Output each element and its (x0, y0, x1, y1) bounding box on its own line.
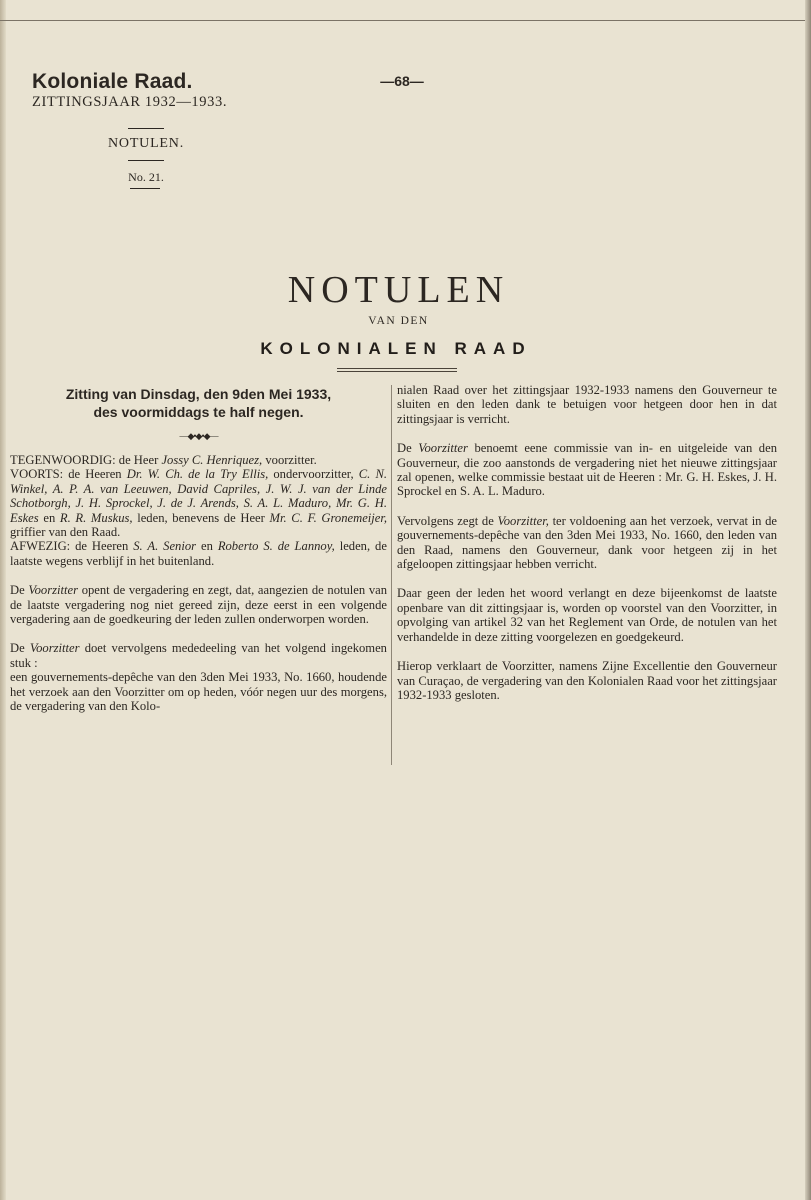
para2-voorzitter: Voorzitter (29, 641, 80, 656)
paragraph-commission (397, 441, 777, 499)
session-heading-line2: des voormiddags te half negen. (93, 404, 304, 420)
session-year: ZITTINGSJAAR 1932—1933. (32, 94, 228, 110)
para1-lead: De (10, 583, 25, 598)
r-para3-lead: Vervolgens zegt de (397, 513, 494, 528)
r-para2-voorzitter: Voorzitter (418, 441, 468, 456)
absent-name-2: Roberto S. de Lannoy, (217, 539, 335, 554)
also-last: R. R. Muskus, (59, 510, 133, 525)
present-label: TEGENWOORDIG: de Heer (10, 453, 159, 467)
absent-label: AFWEZIG: de Heeren (10, 539, 129, 554)
para1-voorzitter: Voorzitter (28, 583, 79, 598)
raad-banner: KOLONIALEN RAAD (260, 339, 532, 358)
also-label: VOORTS: de Heeren (10, 467, 122, 482)
also-names: C. N. Winkel, A. P. A. van Leeuwen, David Capriles, J. W. J. van der Linde Schotborgh, J. H. Sprockel, J. de J. Arends, S. A. L. Maduro, Mr. G. H. Eskes (10, 467, 387, 525)
para2-lead: De (10, 641, 25, 656)
also-name-1: Dr. W. Ch. de la Try Ellis, (126, 467, 269, 482)
absent-en: en (200, 539, 213, 554)
attendance-present (10, 453, 387, 467)
publication-title: Koloniale Raad. (32, 70, 193, 93)
minutes-number: No. 21. (128, 170, 164, 184)
r-para3-voorzitter: Voorzitter, (497, 513, 549, 528)
r-para3-text: ter voldoening aan het verzoek, vervat in de gouvernements-depêche van den 3den Mei 1933, No. 1660, den leden van den Raad, namens den Gouverneur, dank voor hetgeen zij in het afgeloopen zittingsjaar hebben verricht. (397, 513, 778, 572)
absent-name-1: S. A. Senior (133, 539, 197, 554)
paragraph-continuation: nialen Raad over het zittingsjaar 1932-1933 namens den Gouverneur te sluiten en den leden dank te betuigen voor hetgeen door hen in dat zittingsjaar is verricht. (397, 383, 777, 426)
absent-tail: leden, de laatste wegens verblijf in het buitenland. (10, 539, 387, 568)
present-name: Jossy C. Henriquez, (161, 453, 263, 467)
page-number: —68— (380, 73, 424, 89)
left-column (10, 385, 387, 714)
main-subtitle: VAN DEN (368, 315, 429, 327)
para2-text: doet vervolgens mededeeling van het volgend ingekomen stuk : (10, 641, 387, 670)
paragraph-thanks (397, 514, 777, 572)
rule-divider (128, 160, 164, 161)
griffier-name: Mr. C. F. Gronemeijer, (269, 510, 388, 525)
also-tail: leden, benevens de Heer (137, 510, 265, 525)
top-border-line (0, 20, 811, 21)
header-block (32, 70, 262, 111)
binding-shadow (0, 0, 6, 1200)
para1-text: opent de vergadering en zegt, dat, aangezien de notulen van de laatste vergadering nog niet gereed zijn, deze eerst in een volgende vergadering aan de goedkeuring der leden zullen onderworpen worden. (10, 583, 388, 627)
rule-divider (128, 128, 164, 129)
column-divider (391, 385, 392, 765)
ornament-flourish: —◆•◆•◆— (179, 431, 218, 441)
session-heading-line1: Zitting van Dinsdag, den 9den Mei 1933, (65, 386, 332, 402)
paragraph-opening (10, 583, 387, 626)
notulen-label: NOTULEN. (108, 136, 184, 151)
right-column (397, 383, 777, 702)
paragraph-announcement (10, 641, 387, 670)
paragraph-depeche: een gouvernements-depêche van den 3den Mei 1933, No. 1660, houdende het verzoek aan den Voorzitter om op heden, vóór negen uur des morgens, de vergadering van den Kolo- (10, 670, 387, 714)
paragraph-closing: Hierop verklaart de Voorzitter, namens Zijne Excellentie den Gouverneur van Curaçao, de vergadering van den Kolonialen Raad voor het zittingsjaar 1932-1933 gesloten. (397, 659, 777, 702)
paragraph-minutes-approval: Daar geen der leden het woord verlangt en deze bijeenkomst de laatste openbare van dit zittingsjaar is, worden op voorstel van den Voorzitter, in opvolging van artikel 32 van het Reglement van Orde, de notulen van het verhandelde in deze zitting voorgelezen en goedgekeurd. (397, 586, 777, 644)
double-rule-top (337, 368, 457, 369)
r-para2-text: benoemt eene commissie van in- en uitgeleide van den Gouverneur, die zoo aanstonds de vergadering niet het nieuwe zittingsjaar zal openen, welke commissie bestaat uit de Heeren : Mr. G. H. Eskes, J. H. Sprockel en S. A. L. Maduro. (397, 441, 777, 499)
double-rule-bottom (337, 371, 457, 372)
attendance-also (10, 467, 387, 539)
session-heading (10, 385, 387, 421)
griffier-role: griffier van den Raad. (10, 525, 121, 540)
attendance-absent (10, 539, 387, 568)
page-edge (805, 0, 811, 1200)
r-para2-lead: De (397, 441, 412, 456)
also-role-1: ondervoorzitter, (273, 467, 354, 482)
main-title: NOTULEN (287, 269, 510, 311)
present-role: voorzitter. (265, 453, 317, 467)
also-en: en (43, 510, 56, 525)
rule-divider (130, 188, 160, 189)
